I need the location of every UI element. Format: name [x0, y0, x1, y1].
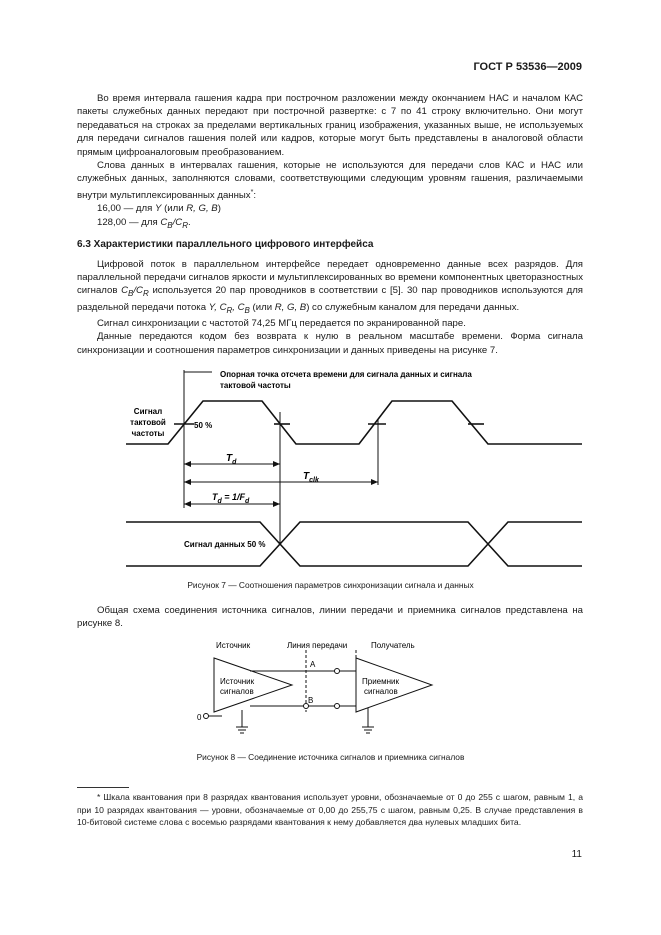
body-text-2	[77, 604, 583, 631]
paragraph-blanking: Во время интервала гашения кадра при построчном разложении между окончанием НАС и началом КАС пакеты служебных данных передают при построчной развертке: с 7 по 41 строку включительно. Они могут передаваться на строках за пределами вертикальных границ изображения, указанных выше, не используемых для передачи сигналов гашения полей или кадров, которые могут быть представлены в аналоговой области прямым цифроаналоговым преобразованием.	[77, 93, 583, 158]
paragraph-parallel: Цифровой поток в параллельном интерфейсе передает одновременно данные всех разрядов. Для параллельной передачи сигналов яркости и мультиплексированных во времени компонентных цветоразностных сигналов $C_B/C_R$ используется 20 пар проводников в соответствии с [5]. 30 пар проводников используются для раздельной передачи потока Y, $C_R$, $C_B$ (или R, G, B) со служебным каналом для передачи данных.	[77, 258, 583, 315]
section-heading: 6.3 Характеристики параллельного цифрового интерфейса	[77, 239, 374, 251]
source-label: Источник	[216, 641, 251, 650]
document-header: ГОСТ Р 53536—2009	[473, 61, 582, 73]
clock-label: Сигнал	[133, 407, 163, 416]
line-label: Линия передачи	[287, 641, 348, 650]
svg-text:сигналов: сигналов	[220, 687, 254, 696]
timing-diagram	[0, 362, 661, 577]
page-number: 11	[571, 849, 582, 860]
svg-text:частоты: частоты	[131, 429, 165, 438]
svg-text:сигналов: сигналов	[364, 687, 398, 696]
td-formula-label: $T_d = 1/F_d$	[212, 492, 250, 505]
footnote-divider	[77, 787, 129, 788]
fifty-percent-label: 50 %	[194, 421, 213, 430]
zero-label: 0	[197, 713, 202, 722]
svg-text:тактовой: тактовой	[130, 418, 166, 427]
receiver-label: Получатель	[371, 641, 415, 650]
svg-text:Источник: Источник	[220, 677, 255, 686]
ref-point-label: Опорная точка отсчета времени для сигнала данных и сигнала	[220, 370, 472, 379]
svg-text:Приемник: Приемник	[362, 677, 400, 686]
tclk-label: $T_{clk}$	[303, 471, 319, 484]
level-y: 16,00 — для Y (или R, G, B)	[97, 203, 221, 215]
point-b-label: B	[308, 696, 314, 705]
connection-diagram	[0, 636, 661, 746]
paragraph-data-words: Слова данных в интервалах гашения, которые не используются для передачи слов КАС и НАС или служебных данных, заполняются словами, соответствующими следующим уровням гашения, различаемыми внутри мультиплексированных данных*:	[77, 160, 583, 202]
figure-7-caption: Рисунок 7 — Соотношения параметров синхронизации сигнала и данных	[187, 580, 474, 590]
figure-8-caption: Рисунок 8 — Соединение источника сигналов и приемника сигналов	[196, 752, 465, 762]
data-signal-label: Сигнал данных 50 %	[184, 540, 266, 549]
ref-point-label-2: тактовой частоты	[220, 381, 291, 390]
footnote: * Шкала квантования при 8 разрядах квантования использует уровни, обозначаемые от 0 до 255 с шагом, равным 1, а при 10 разрядах квантования — уровни, обозначаемые от 0,00 до 255,75 с шагом, равным 0,25. В случае представления в 10-битовой системе слова с восемью разрядами квантования к нему добавляется два нулевых младших бита.	[77, 792, 583, 827]
td-label: $T_d$	[226, 453, 237, 466]
body-text	[77, 92, 583, 357]
paragraph-nrz: Данные передаются кодом без возврата к нулю в реальном масштабе времени. Форма сигнала синхронизации и соотношения параметров синхронизации и данных приведены на рисунке 7.	[77, 331, 583, 356]
point-a-label: A	[310, 660, 316, 669]
paragraph-connection: Общая схема соединения источника сигналов, линии передачи и приемника сигналов представлена на рисунке 8.	[77, 605, 583, 630]
paragraph-sync: Сигнал синхронизации с частотой 74,25 МГц передается по экранированной паре.	[97, 318, 466, 329]
level-c: 128,00 — для $C_B/C_R$.	[97, 216, 191, 230]
